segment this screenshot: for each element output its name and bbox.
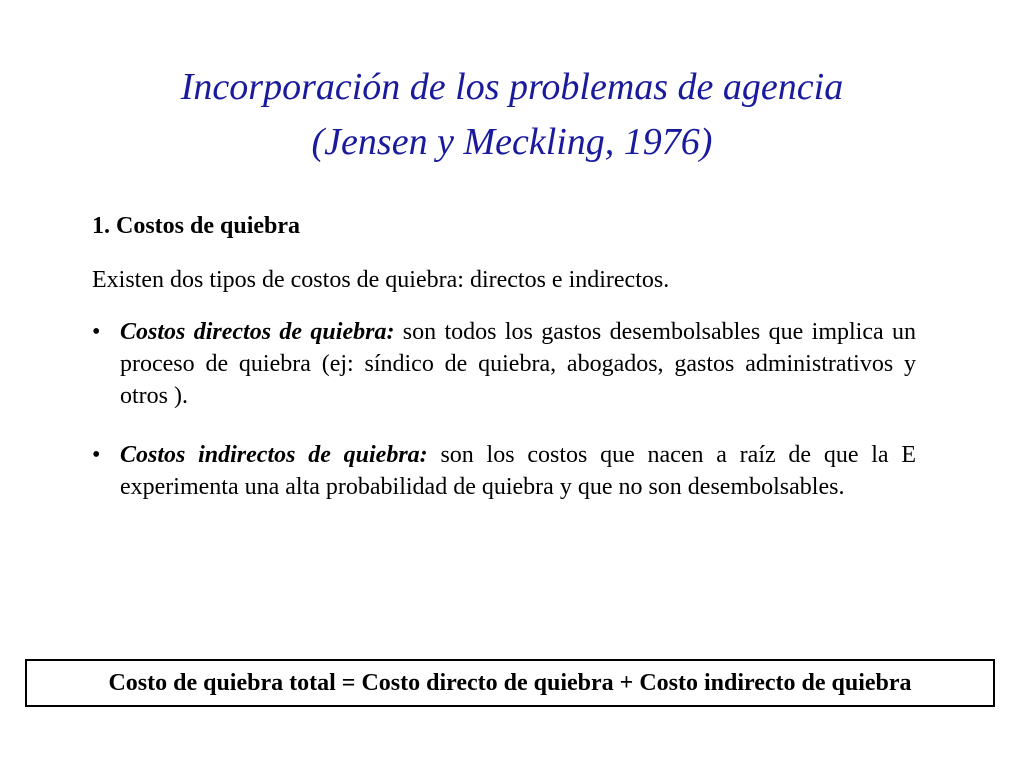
slide-title xyxy=(0,60,1024,170)
slide-title-line-1: Incorporación de los problemas de agencia xyxy=(180,66,844,108)
bullet-text: son los costos que nacen a raíz de que la E experimenta una alta probabilidad de quiebra y que no son desembolsables. xyxy=(120,442,917,500)
bullet-direct-costs xyxy=(92,316,916,412)
bullet-marker: • xyxy=(92,319,101,345)
bullet-term: Costos indirectos de quiebra: xyxy=(120,442,428,468)
slide-content xyxy=(92,210,916,503)
bullet-indirect-costs xyxy=(92,439,916,503)
intro-text: Existen dos tipos de costos de quiebra: directos e indirectos. xyxy=(92,267,670,293)
section-heading: 1. Costos de quiebra xyxy=(92,213,301,239)
formula-box xyxy=(25,659,995,707)
bullet-marker: • xyxy=(92,442,101,468)
bullet-term: Costos directos de quiebra: xyxy=(120,319,395,345)
slide-title-line-2: (Jensen y Meckling, 1976) xyxy=(311,121,713,163)
formula-text: Costo de quiebra total = Costo directo de quiebra + Costo indirecto de quiebra xyxy=(108,669,912,696)
bullet-text: son todos los gastos desembolsables que implica un proceso de quiebra (ej: síndico de quiebra, abogados, gastos administrativos y otros ). xyxy=(120,319,916,409)
